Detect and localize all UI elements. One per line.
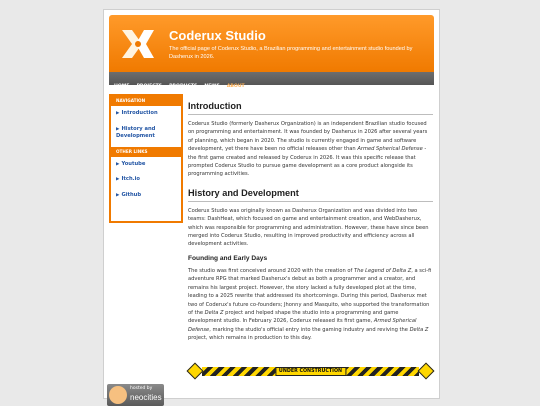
under-construction-banner xyxy=(188,365,433,378)
nav-home[interactable]: HOME xyxy=(114,84,130,89)
intro-paragraph: Coderux Studio (formerly Dasherux Organization) is an independent Brazilian studio focused on programming and entertainment. It was founded by Dasherux in 2026 after several years of planning, which began in 2020. The studio is currently engaged in game and software development, yet there have been no official releases other than Armed Spherical Defense - the first game created and released by Coderux in 2026. It was this specific release that prompted Coderux Studio to pursue game development as a core product alongside its programming activities. xyxy=(188,121,428,178)
sidebar-item-label: History and Development xyxy=(116,125,156,139)
nav-about[interactable]: ABOUT xyxy=(226,84,245,89)
history-heading: History and Development xyxy=(188,188,433,202)
sidebar-navigation-heading: NAVIGATION xyxy=(111,96,181,106)
badge-hosted-by: hosted by xyxy=(130,386,153,391)
triangle-right-icon: ▶ xyxy=(116,126,120,132)
nav-projects[interactable]: PROJECTS xyxy=(136,84,163,89)
sidebar-item-label: Introduction xyxy=(121,110,158,116)
site-title: Coderux Studio xyxy=(169,28,266,43)
sidebar-item-label: Youtube xyxy=(121,160,146,167)
sidebar-item-label: Itch.io xyxy=(121,176,140,182)
founding-paragraph: The studio was first conceived around 2020 with the creation of The Legend of Delta Z, a sci-fi adventure RPG that marked Dasherux's debut as both a programmer and a creator, and remains his largest project. However, the story lacked a fully developed plot at the time, leading to a 2025 rewrite that addressed its shortcomings. During this period, Dasherux met two of Coderux's future co-founders; Jhonny and Masquito, who supported the transformation of the Delta Z project and helped shape the studio into a programming and game development studio. In February 2026, Coderux released its first game, Armed Spherical Defense, marking the studio's official entry into the gaming industry and reviving the Delta Z project, which remains in production to this day. xyxy=(188,267,432,342)
sidebar-item-history[interactable] xyxy=(111,122,181,144)
under-construction-label: UNDER CONSTRUCTION xyxy=(275,367,346,376)
site-description: The official page of Coderux Studio, a Brazilian programming and entertainment studio founded by Dasherux in 2026. xyxy=(169,46,413,60)
sidebar-item-introduction[interactable] xyxy=(111,106,181,122)
triangle-right-icon: ▶ xyxy=(116,177,120,182)
construction-worker-icon xyxy=(418,363,435,380)
coderux-logo-icon xyxy=(118,24,158,64)
triangle-right-icon: ▶ xyxy=(116,111,120,116)
sidebar-item-github[interactable] xyxy=(111,188,181,204)
sidebar xyxy=(109,94,183,223)
neocities-cat-icon xyxy=(109,386,127,404)
nav-news[interactable]: NEWS xyxy=(204,84,220,89)
construction-worker-icon xyxy=(187,363,204,380)
founding-heading: Founding and Early Days xyxy=(188,254,268,262)
page-container xyxy=(103,9,440,399)
triangle-right-icon: ▶ xyxy=(116,161,120,167)
sidebar-item-youtube[interactable] xyxy=(111,157,181,173)
sidebar-links-heading: OTHER LINKS xyxy=(111,147,181,157)
triangle-right-icon: ▶ xyxy=(116,192,120,198)
sidebar-item-label: Github xyxy=(121,191,142,198)
sidebar-item-itchio[interactable] xyxy=(111,172,181,188)
badge-neocities: neocities xyxy=(130,393,162,402)
site-header xyxy=(109,15,434,72)
top-navigation xyxy=(109,72,434,89)
intro-heading: Introduction xyxy=(188,101,433,115)
history-paragraph: Coderux Studio was originally known as Dasherux Organization and was divided into two teams: DashHeat, which focused on game and entertainment creation, and WebDasherux, which was responsible for programming and administration. However, these have since been merged into Coderux Studio, resulting in improved productivity and efficiency across all development activities. xyxy=(188,207,429,248)
nav-products[interactable]: PRODUCTS xyxy=(169,84,198,89)
main-content xyxy=(188,101,433,343)
neocities-badge[interactable] xyxy=(107,384,164,406)
